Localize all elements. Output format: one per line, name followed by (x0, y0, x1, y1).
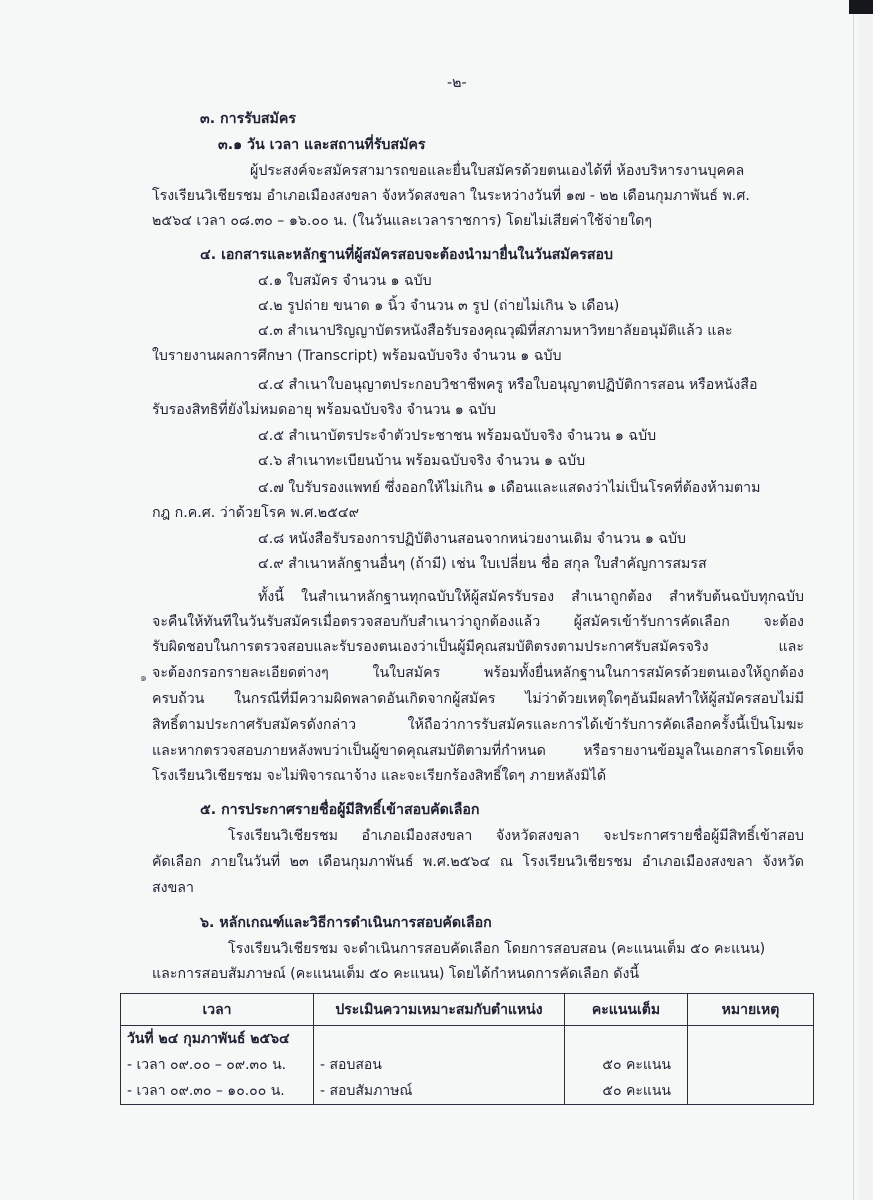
document-item: กฎ ก.ค.ศ. ว่าด้วยโรค พ.ศ.๒๕๔๙ (152, 505, 360, 521)
section-5-line: สงขลา (152, 880, 194, 896)
column-header-assessment: ประเมินความเหมาะสมกับตำแหน่ง (314, 994, 565, 1026)
score-value: ๕๐ คะแนน (602, 1083, 671, 1099)
table-row (121, 1026, 814, 1105)
schedule-table (120, 993, 814, 1105)
scan-edge (858, 0, 873, 1200)
paragraph-line: จะต้องกรอกรายละเอียดต่างๆ ในใบสมัคร พร้อมทั้งยื่นหลักฐานในการสมัครด้วยตนเองให้ถูกต้อง (152, 665, 804, 681)
document-item: ๔.๒ รูปถ่าย ขนาด ๑ นิ้ว จำนวน ๓ รูป (ถ่ายไม่เกิน ๖ เดือน) (258, 298, 620, 314)
time-cell (121, 1026, 314, 1105)
section-6-line: และการสอบสัมภาษณ์ (คะแนนเต็ม ๕๐ คะแนน) โดยได้กำหนดการคัดเลือก ดังนี้ (152, 966, 640, 982)
scan-edge-line (853, 0, 854, 1200)
section-3-line: ๒๕๖๔ เวลา ๐๘.๓๐ – ๑๖.๐๐ น. (ในวันและเวลาราชการ) โดยไม่เสียค่าใช้จ่ายใดๆ (152, 213, 653, 229)
document-item: ๔.๑ ใบสมัคร จำนวน ๑ ฉบับ (258, 273, 432, 289)
document-item: ใบรายงานผลการศึกษา (Transcript) พร้อมฉบับจริง จำนวน ๑ ฉบับ (152, 348, 562, 364)
document-item: ๔.๔ สำเนาใบอนุญาตประกอบวิชาชีพครู หรือใบอนุญาตปฏิบัติการสอน หรือหนังสือ (258, 377, 758, 393)
remark-value (694, 1052, 807, 1078)
section-3-line: ผู้ประสงค์จะสมัครสามารถขอและยื่นใบสมัครด้วยตนเองได้ที่ ห้องบริหารงานบุคคล (250, 163, 745, 179)
section-6-line: โรงเรียนวิเชียรชม จะดำเนินการสอบคัดเลือก โดยการสอบสอน (คะแนนเต็ม ๕๐ คะแนน) (228, 941, 766, 957)
time-slot: - เวลา ๐๙.๓๐ – ๑๐.๐๐ น. (127, 1083, 285, 1099)
section-3-1-heading: ๓.๑ วัน เวลา และสถานที่รับสมัคร (218, 137, 426, 153)
paragraph-line: จะคืนให้ทันทีในวันรับสมัครเมื่อตรวจสอบกับสำเนาว่าถูกต้องแล้ว ผู้สมัครเข้ารับการคัดเลือก จะต้อง (152, 614, 804, 630)
assessment-item: - สอบสอน (320, 1057, 382, 1073)
document-item: ๔.๕ สำเนาบัตรประจำตัวประชาชน พร้อมฉบับจริง จำนวน ๑ ฉบับ (258, 428, 657, 444)
paragraph-line: ทั้งนี้ ในสำเนาหลักฐานทุกฉบับให้ผู้สมัครรับรอง สำเนาถูกต้อง สำหรับต้นฉบับทุกฉบับ (258, 589, 804, 605)
section-4-heading: ๔. เอกสารและหลักฐานที่ผู้สมัครสอบจะต้องนำมายื่นในวันสมัครสอบ (200, 247, 614, 263)
section-5-line: คัดเลือก ภายในวันที่ ๒๓ เดือนกุมภาพันธ์ พ.ศ.๒๕๖๔ ณ โรงเรียนวิเชียรชม อำเภอเมืองสงขลา จังหวัด (152, 854, 804, 870)
document-item: ๔.๖ สำเนาทะเบียนบ้าน พร้อมฉบับจริง จำนวน ๑ ฉบับ (258, 453, 586, 469)
document-item: รับรองสิทธิที่ยังไม่หมดอายุ พร้อมฉบับจริง จำนวน ๑ ฉบับ (152, 402, 496, 418)
time-slot: - เวลา ๐๙.๐๐ – ๐๙.๓๐ น. (127, 1057, 287, 1073)
paragraph-line: โรงเรียนวิเชียรชม จะไม่พิจารณาจ้าง และจะเรียกร้องสิทธิ์ใดๆ ภายหลังมิได้ (152, 768, 607, 784)
exam-date: วันที่ ๒๔ กุมภาพันธ์ ๒๕๖๔ (127, 1031, 290, 1047)
document-item: ๔.๘ หนังสือรับรองการปฏิบัติงานสอนจากหน่วยงานเดิม จำนวน ๑ ฉบับ (258, 531, 687, 547)
paragraph-line: ครบถ้วน ในกรณีที่มีความผิดพลาดอันเกิดจากผู้สมัคร ไม่ว่าด้วยเหตุใดๆอันมีผลทำให้ผู้สมัครสอบไม่มี (152, 691, 804, 707)
assessment-item: - สอบสัมภาษณ์ (320, 1083, 413, 1099)
assessment-cell (314, 1026, 565, 1105)
score-cell (565, 1026, 688, 1105)
document-item: ๔.๓ สำเนาปริญญาบัตรหนังสือรับรองคุณวุฒิที่สภามหาวิทยาลัยอนุมัติแล้ว และ (258, 323, 733, 339)
remark-value (694, 1078, 807, 1104)
margin-mark: ๑ (140, 671, 147, 684)
scan-corner-mark (849, 0, 873, 14)
column-header-score: คะแนนเต็ม (565, 994, 688, 1026)
section-3-line: โรงเรียนวิเชียรชม อำเภอเมืองสงขลา จังหวัดสงขลา ในระหว่างวันที่ ๑๗ - ๒๒ เดือนกุมภาพันธ์ พ.ศ. (152, 188, 750, 204)
remark-cell (688, 1026, 814, 1105)
column-header-time: เวลา (121, 994, 314, 1026)
column-header-remark: หมายเหตุ (688, 994, 814, 1026)
document-item: ๔.๙ สำเนาหลักฐานอื่นๆ (ถ้ามี) เช่น ใบเปลี่ยน ชื่อ สกุล ใบสำคัญการสมรส (258, 556, 707, 572)
section-6-heading: ๖. หลักเกณฑ์และวิธีการดำเนินการสอบคัดเลือก (200, 915, 492, 931)
table-header-row (121, 994, 814, 1026)
section-5-line: โรงเรียนวิเชียรชม อำเภอเมืองสงขลา จังหวัดสงขลา จะประกาศรายชื่อผู้มีสิทธิ์เข้าสอบ (228, 828, 804, 844)
score-value: ๕๐ คะแนน (602, 1057, 671, 1073)
paragraph-line: รับผิดชอบในการตรวจสอบและรับรองตนเองว่าเป็นผู้มีคุณสมบัติตรงตามประกาศรับสมัครจริง และ (152, 639, 804, 655)
document-item: ๔.๗ ใบรับรองแพทย์ ซึ่งออกให้ไม่เกิน ๑ เดือนและแสดงว่าไม่เป็นโรคที่ต้องห้ามตาม (258, 480, 761, 496)
section-3-heading: ๓. การรับสมัคร (200, 111, 296, 127)
page-number: -๒- (447, 75, 467, 91)
paragraph-line: และหากตรวจสอบภายหลังพบว่าเป็นผู้ขาดคุณสมบัติตามที่กำหนด หรือรายงานข้อมูลในเอกสารโดยเท็จ (152, 743, 804, 759)
section-5-heading: ๕. การประกาศรายชื่อผู้มีสิทธิ์เข้าสอบคัดเลือก (200, 802, 480, 818)
paragraph-line: สิทธิ์ตามประกาศรับสมัครดังกล่าว ให้ถือว่าการรับสมัครและการได้เข้ารับการคัดเลือกครั้งนี้เป็นโมฆะ (152, 717, 804, 733)
